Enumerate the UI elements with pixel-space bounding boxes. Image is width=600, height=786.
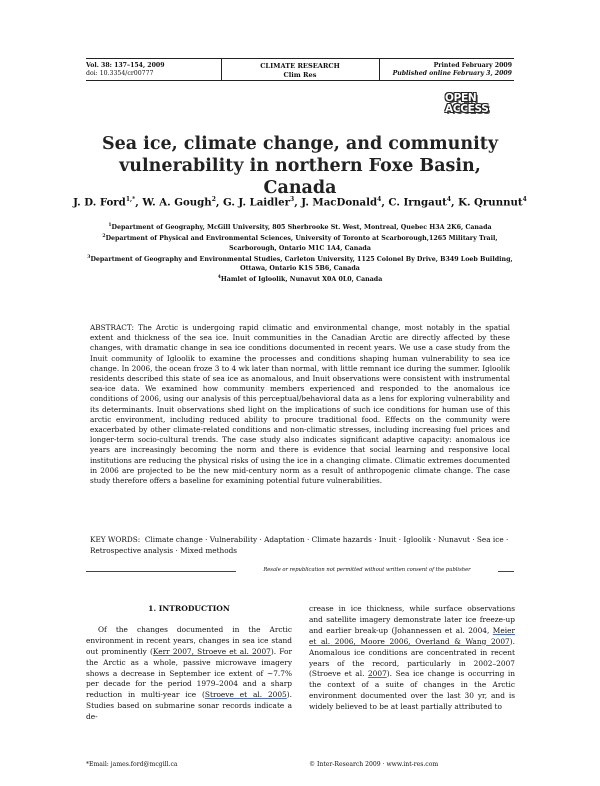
author-list [60,196,540,208]
affiliation [80,253,520,274]
title-line-1: Sea ice, climate change, and community [101,134,499,154]
open-access-line2: ACCESS [445,103,489,115]
volume: Vol. 38: 137–154, 2009 [86,62,165,69]
keywords-label: KEY WORDS: [90,535,141,544]
corresponding-author-mark: * [132,196,136,203]
citation-link[interactable]: Kerr 2007, Stroeve et al. 2007 [152,646,271,656]
affiliation [80,221,520,232]
header-top-rule [86,58,514,59]
text-run: ). Sea ice change is occurring in the context of a suite of changes in the Arctic environment documented over the last 30 yr, and is widely believed to be at least partially attributed to [309,669,515,712]
affiliation-text: Hamlet of Igloolik, Nunavut X0A 0L0, Canada [220,276,383,284]
author-affiliation-mark: 4 [446,196,452,203]
affiliation-text: Department of Geography, McGill University, 805 Sherbrooke St. West, Montreal, Quebec H3A 2K6, Canada [111,224,492,232]
text-run: Of the changes documented in the Arctic environment in recent years, changes in sea ice stand out prominently ( [86,624,292,656]
text-run: crease in ice thickness, while surface observations and satellite imagery demonstrate later ice freeze-up and earlier break-up (Johannessen et al. 2004, [309,604,515,635]
affiliation-text: Department of Geography and Environmental Studies, Carleton University, 1125 Colonel By Drive, B349 Loeb Building, Ottawa, Ontario K1S 5B6, Canada [90,255,513,273]
author-name: J. MacDonald [301,196,378,209]
open-access-logo [445,93,497,119]
affiliation-number: 2 [102,234,106,240]
title-line-2: vulnerability in northern Foxe Basin, Canada [119,156,481,198]
author-affiliation-mark: 4 [522,196,527,203]
affiliation-number: 4 [217,275,221,281]
affiliation-number: 1 [108,223,112,228]
published-date: Published online February 3, 2009 [392,70,512,77]
author-name: J. D. Ford [73,196,126,209]
copyright-notice: © Inter-Research 2009 · www.int-res.com [309,761,439,768]
doi: doi: 10.3354/cr00777 [86,70,154,77]
author-name: G. J. Laidler [222,196,291,209]
author-separator: , [215,196,223,209]
intro-paragraph-left [86,625,292,723]
intro-paragraph-right [309,604,515,713]
text-run: ). For the Arctic as a whole, passive microwave imagery shows a decrease in September ice extent of ~7.7% per decade for the period 1979–2004 and a sharp reduction in multi-year ice ( [86,646,292,700]
header-divider-left [221,58,222,80]
abstract-text: The Arctic is undergoing rapid climatic and environmental change, most notably in the spatial extent and thickness of the sea ice. Inuit communities in the Canadian Arctic are directly affected by these changes, with dramatic change in sea ice conditions documented in recent years. We use a case study from the Inuit community of Igloolik to examine the processes and conditions shaping human vulnerability to sea ice change. In 2006, the ocean froze 3 to 4 wk later than normal, with little remnant ice during the summer. Igloolik residents described this state of sea ice as anomalous, and Inuit observations were consistent with instrumental sea-ice data. We examined how community members experienced and responded to the anomalous ice conditions of 2006, using our analysis of this perceptual/behavioral data as a lens for exploring vulnerability and its determinants. Inuit observations shed light on the implications of such ice conditions for human use of this arctic environment, including reduced ability to procure traditional food. Effects on the community were exacerbated by other climate-related conditions and non-climatic stresses, including increasing fuel prices and longer-term socio-cultural trends. The case study also indicates significant adaptive capacity: anomalous ice years are increasingly becoming the norm and there is evidence that social learning and responsive local institutions are reducing the physical risks of using the ice in a changing climate. Climatic extremes documented in 2006 are projected to be the new mid-century norm as a result of anthropogenic climate change. The case study therefore offers a baseline for examining potential future vulnerabilities. [90,323,511,486]
author-separator: , [135,196,143,209]
abstract-label: ABSTRACT: [90,323,134,332]
printed-date: Printed February 2009 [433,62,512,69]
affiliation [80,232,520,253]
affiliation-number: 3 [87,254,91,260]
section-heading: 1. INTRODUCTION [148,604,230,613]
header-divider-right [379,58,380,80]
publication-dates [380,62,512,78]
journal-name [230,62,370,79]
affiliation-list [80,221,520,285]
body-column-left [86,604,292,723]
citation-link[interactable]: Meier et al. 2006, Moore 2006, Overland & Wang 2007 [309,625,515,646]
author-affiliation-mark: 3 [290,196,295,203]
author-affiliation-mark: 2 [211,196,216,203]
paper-title [80,133,520,199]
author-separator: , [381,196,389,209]
author-affiliation-mark: 1, [125,196,133,203]
author-name: W. A. Gough [142,196,212,209]
keywords-text: Climate change · Vulnerability · Adaptation · Climate hazards · Inuit · Igloolik · Nunavut · Sea ice · Retrospective analysis · Mixed methods [90,535,509,555]
text-run: ). Studies based on submarine sonar records indicate a de- [86,690,292,722]
citation-link[interactable]: Stroeve et al. 2005 [204,690,287,700]
author-affiliation-mark: 4 [377,196,382,203]
affiliation-text: Department of Physical and Environmental Sciences, University of Toronto at Scarborough,1265 Military Trail, Scarborough, Ontario M1C 1A4, Canada [105,235,498,252]
keywords [90,535,510,556]
resale-notice-bar [86,567,514,575]
abstract [90,323,510,486]
header-bottom-rule [86,80,514,81]
text-run: ). Anomalous ice conditions are concentrated in recent years of the record, particularly in 2002–2007 (Stroeve et al. [309,636,515,679]
journal-title: CLIMATE RESEARCH [260,62,340,70]
author-separator: , [451,196,459,209]
volume-info [86,62,206,78]
author-separator: , [294,196,302,209]
affiliation [80,273,520,284]
body-column-right [309,604,515,713]
journal-abbrev: Clim Res [283,70,317,79]
author-name: K. Qrunnut [458,196,523,209]
citation-link[interactable]: 2007 [367,669,387,679]
open-access-line1: OPEN [445,92,477,104]
resale-notice: Resale or republication not permitted without written consent of the publisher [236,567,498,573]
corresponding-email-footnote: *Email: james.ford@mcgill.ca [86,761,178,768]
author-name: C. Irngaut [388,196,447,209]
